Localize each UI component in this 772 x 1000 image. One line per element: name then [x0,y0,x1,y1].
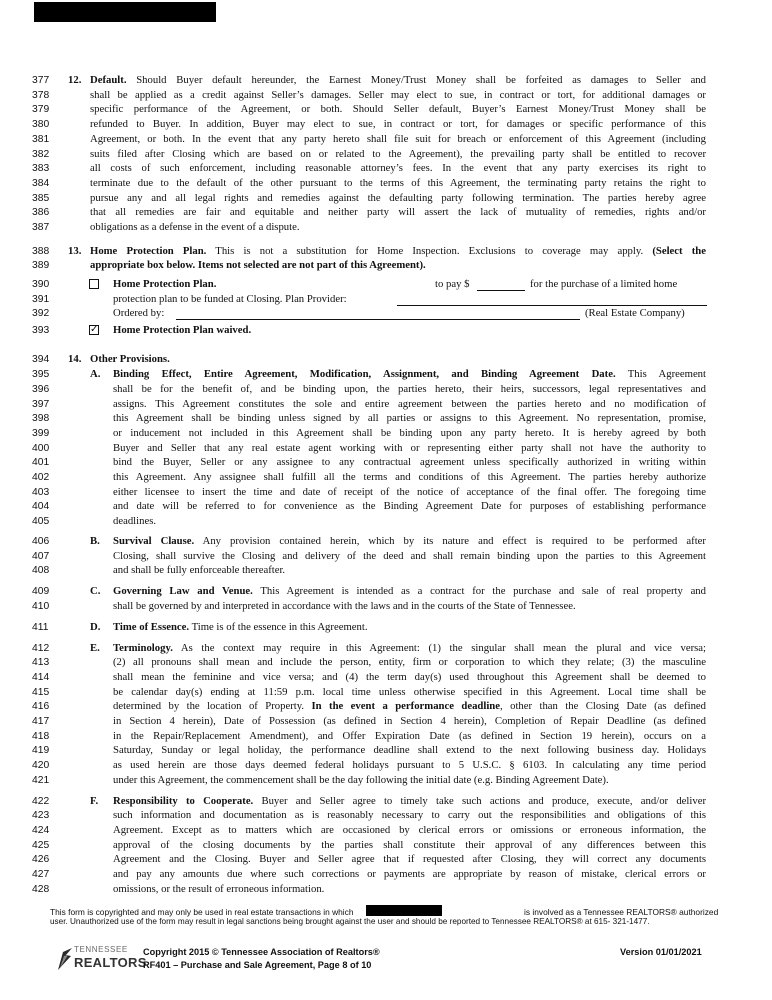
line-number: 396 [32,384,50,395]
line-409 [0,585,772,598]
line-number: 427 [32,869,50,880]
paragraph-text: Governing Law and Venue. This Agreement is intended as a contract for the purchase and sale of real property and [113,585,706,597]
subsection-letter: F. [90,795,99,807]
line-number: 386 [32,207,50,218]
line-number: 377 [32,75,50,86]
line-number: 417 [32,716,50,727]
paragraph-text: Buyer and Seller that any real estate agent working with or representing either party shall not have the authority to [113,442,706,454]
line-418 [0,730,772,743]
home-protection-plan-label: Home Protection Plan. [113,278,217,290]
paragraph-text: Default. Should Buyer default hereunder, the Earnest Money/Trust Money shall be forfeited as damages to Seller and [90,74,706,86]
line-number: 395 [32,369,50,380]
paragraph-text: and date will be referred to for convenience as the Binding Agreement Date for purposes of establishing performance [113,500,706,512]
line-417 [0,715,772,728]
line-380 [0,118,772,131]
paragraph-text: be calendar day(s) ending at 11:59 p.m. local time unless otherwise specified in this Agreement. Local time shall be [113,686,706,698]
paragraph-text: Agreement and the Closing. Buyer and Seller agree that if requested after Closing, they will correct any documents [113,853,706,865]
paragraph-text: under this Agreement, the commencement shall be the day following the initial date (e.g. Binding Agreement Date). [113,774,609,786]
real-estate-company-label: (Real Estate Company) [585,307,685,319]
paragraph-text: shall be applied as a credit against Seller’s damages. Seller may elect to sue, in contract or tort, for additional damages or [90,89,706,101]
paragraph-text: Responsibility to Cooperate. Buyer and Seller agree to timely take such actions and produce, execute, and/or deliver [113,795,706,807]
line-385 [0,192,772,205]
line-number: 407 [32,551,50,562]
line-number: 414 [32,672,50,683]
line-number: 403 [32,487,50,498]
paragraph-text: bind the Buyer, Seller or any assignee to any contractual agreement unless specifically authorized in writing within [113,456,706,468]
line-393 [0,324,772,337]
section-number: 12. [68,74,82,86]
line-number: 423 [32,810,50,821]
paragraph-text: Time of Essence. Time is of the essence in this Agreement. [113,621,368,633]
form-title: RF401 – Purchase and Sale Agreement, Page 8 of 10 [143,960,372,970]
line-number: 421 [32,775,50,786]
subsection-letter: C. [90,585,101,597]
line-number: 387 [32,222,50,233]
line-410 [0,600,772,613]
line-388 [0,245,772,258]
line-396 [0,383,772,396]
paragraph-text: this Agreement. Any assignee shall fulfill all the terms and conditions of this Agreement. The parties hereby authorize [113,471,706,483]
line-414 [0,671,772,684]
paragraph-text: (2) all pronouns shall mean and include the person, entity, firm or corporation to which they relate; (3) the masculine [113,656,706,668]
line-425 [0,839,772,852]
line-402 [0,471,772,484]
line-number: 405 [32,516,50,527]
line-number: 402 [32,472,50,483]
line-number: 426 [32,854,50,865]
line-427 [0,868,772,881]
line-number: 384 [32,178,50,189]
line-386 [0,206,772,219]
subsection-letter: A. [90,368,101,380]
line-400 [0,442,772,455]
paragraph-text: Agreement. Except as to matters which are occasioned by clerical errors or omissions or erroneous information, the [113,824,706,836]
paragraph-text: suits filed after Closing which are based on or related to the Agreement), the prevailing party shall be entitled to recover [90,148,706,160]
line-number: 399 [32,428,50,439]
purchase-text: for the purchase of a limited home [530,278,678,290]
line-411 [0,621,772,634]
line-number: 379 [32,104,50,115]
line-419 [0,744,772,757]
line-424 [0,824,772,837]
plan-waived-label: Home Protection Plan waived. [113,324,252,336]
paragraph-text: in Section 4 herein), Date of Possession (as defined in Section 4 herein), Completion of Repair Deadline (as defined [113,715,706,727]
paragraph-text: determined by the location of Property. In the event a performance deadline, other than the Closing Date (as defined [113,700,706,712]
line-number: 388 [32,246,50,257]
line-397 [0,398,772,411]
line-422 [0,795,772,808]
line-number: 394 [32,354,50,365]
line-number: 382 [32,149,50,160]
line-number: 385 [32,193,50,204]
line-number: 390 [32,279,50,290]
paragraph-text: terminate due to the default of the other pursuant to the terms of this Agreement, the terminating party retains the right to [90,177,706,189]
version-text: Version 01/01/2021 [620,947,702,957]
line-423 [0,809,772,822]
line-number: 428 [32,884,50,895]
paragraph-text: as used herein are those days deemed federal holidays pursuant to 5 U.S.C. § 6103. In calculating any time period [113,759,706,771]
line-407 [0,550,772,563]
line-number: 416 [32,701,50,712]
line-391 [0,293,772,306]
paragraph-text: specific performance of the Agreement, or both. Should Seller default, Buyer’s Earnest Money/Trust Money shall be [90,103,706,115]
line-number: 420 [32,760,50,771]
paragraph-text: that all remedies are fair and equitable and neither party will assert the lack of mutuality of remedies, rights and/or [90,206,706,218]
logo-text-bottom: REALTORS [74,955,147,970]
line-395 [0,368,772,381]
paragraph-text: this Agreement shall be binding unless signed by all parties or assigns to this Agreement. No representation, promise, [113,412,706,424]
line-401 [0,456,772,469]
paragraph-text: shall mean the feminine and vice versa; and (4) the term day(s) used throughout this Agreement shall be deemed to [113,671,706,683]
funded-text: protection plan to be funded at Closing. Plan Provider: [113,293,347,305]
plan-provider-field[interactable] [397,293,707,306]
line-399 [0,427,772,440]
line-379 [0,103,772,116]
paragraph-text: Terminology. As the context may require in this Agreement: (1) the singular shall mean the plural and vice versa; [113,642,706,654]
line-387 [0,221,772,234]
paragraph-text: or inducement not included in this Agreement shall be binding upon any party hereto. It is hereby agreed by both [113,427,706,439]
line-number: 409 [32,586,50,597]
line-398 [0,412,772,425]
realtors-arrow-icon [56,946,74,972]
line-406 [0,535,772,548]
line-number: 419 [32,745,50,756]
line-number: 408 [32,565,50,576]
line-number: 411 [32,622,49,633]
plan-waived-checkbox[interactable]: ✓ [90,324,99,335]
line-number: 392 [32,308,50,319]
line-number: 383 [32,163,50,174]
line-number: 412 [32,643,50,654]
paragraph-text: approval of the closing documents by the parties shall constitute their approval of any differences between this [113,839,706,851]
line-421 [0,774,772,787]
paragraph-text: Saturday, Sunday or legal holiday, the performance deadline shall extend to the next following business day. Holidays [113,744,706,756]
tennessee-realtors-logo [56,944,147,974]
line-416 [0,700,772,713]
line-number: 425 [32,840,50,851]
plan-amount-field[interactable] [477,278,525,291]
home-protection-plan-checkbox[interactable] [89,279,99,289]
footer-notice-line1-left: This form is copyrighted and may only be used in real estate transactions in which [50,907,354,917]
line-378 [0,89,772,102]
footer-notice-line1-right: is involved as a Tennessee REALTORS® authorized [524,907,719,917]
paragraph-text: and shall be fully enforceable thereafter. [113,564,286,576]
line-number: 389 [32,260,50,271]
paragraph-text: Closing, shall survive the Closing and delivery of the deed and shall remain binding upon the parties to this Agreement [113,550,706,562]
line-number: 398 [32,413,50,424]
line-405 [0,515,772,528]
paragraph-text: Agreement, or both. In the event that any party hereto shall file suit for breach or enforcement of this Agreement (including [90,133,706,145]
paragraph-text: pursue any and all legal rights and remedies against the defaulting party following termination. The parties hereby agree [90,192,706,204]
line-415 [0,686,772,699]
paragraph-text: appropriate box below. Items not selected are not part of this Agreement). [90,259,426,271]
line-number: 418 [32,731,50,742]
line-382 [0,148,772,161]
paragraph-text: Home Protection Plan. This is not a substitution for Home Inspection. Exclusions to coverage may apply. (Select the [90,245,706,257]
section-number: 13. [68,245,82,257]
line-383 [0,162,772,175]
paragraph-text: Binding Effect, Entire Agreement, Modification, Assignment, and Binding Agreement Date. This Agreement [113,368,706,380]
paragraph-text: assigns. This Agreement constitutes the sole and entire agreement between the parties hereto and no modification of [113,398,706,410]
section-number: 14. [68,353,82,365]
line-412 [0,642,772,655]
line-408 [0,564,772,577]
paragraph-text: Survival Clause. Any provision contained herein, which by its nature and effect is required to be performed after [113,535,706,547]
redaction-bar-header [34,2,216,22]
line-number: 391 [32,294,50,305]
line-413 [0,656,772,669]
ordered-by-field[interactable] [176,307,580,320]
line-number: 378 [32,90,50,101]
line-number: 380 [32,119,50,130]
line-number: 406 [32,536,50,547]
line-number: 393 [32,325,50,336]
line-428 [0,883,772,896]
paragraph-text: all costs of such enforcement, including reasonable attorney’s fees. In the event that any party exercises its right to [90,162,706,174]
paragraph-text: omissions, or the result of erroneous information. [113,883,325,895]
line-377 [0,74,772,87]
line-384 [0,177,772,190]
line-number: 424 [32,825,50,836]
line-number: 400 [32,443,50,454]
subsection-letter: D. [90,621,101,633]
line-426 [0,853,772,866]
line-number: 397 [32,399,50,410]
line-number: 415 [32,687,50,698]
paragraph-text: refunded to Buyer. In addition, Buyer may elect to sue, in contract or tort, for damages or specific performance of this [90,118,706,130]
line-number: 381 [32,134,50,145]
ordered-by-label: Ordered by: [113,307,165,319]
line-404 [0,500,772,513]
paragraph-text: in the Repair/Replacement Amendment), and Offer Expiration Date (as defined in Section 19 herein), occurs on a [113,730,706,742]
line-392 [0,307,772,320]
line-381 [0,133,772,146]
redaction-bar-footer [366,905,442,916]
line-390 [0,278,772,291]
copyright-text: Copyright 2015 © Tennessee Association of Realtors® [143,947,380,957]
paragraph-text: either licensee to insert the time and date of receipt of the notice of acceptance of the final offer. The foregoing time [113,486,706,498]
paragraph-text: shall be for the benefit of, and be binding upon, the parties hereto, their heirs, successors, legal representatives and [113,383,706,395]
line-number: 413 [32,657,50,668]
subsection-letter: B. [90,535,100,547]
subsection-letter: E. [90,642,100,654]
paragraph-text: deadlines. [113,515,157,527]
line-number: 401 [32,457,50,468]
line-number: 410 [32,601,50,612]
logo-text-top: TENNESSEE [74,945,128,954]
line-420 [0,759,772,772]
line-number: 404 [32,501,50,512]
footer-notice-line2: user. Unauthorized use of the form may result in legal sanctions being brought against the user and should be reported to Tennessee REALTORS® at 615- 321-1477. [50,917,650,926]
line-403 [0,486,772,499]
to-pay-label: to pay $ [435,278,470,290]
paragraph-text: such information and documentation as is reasonably necessary to carry out the responsibilities and obligations of this [113,809,706,821]
paragraph-text: Other Provisions. [90,353,170,365]
paragraph-text: shall be governed by and interpreted in accordance with the laws and in the courts of the State of Tennessee. [113,600,576,612]
line-389 [0,259,772,272]
line-number: 422 [32,796,50,807]
paragraph-text: and pay any amounts due where such corrections or payments are appropriate by reason of mistake, clerical errors or [113,868,706,880]
line-394 [0,353,772,366]
paragraph-text: obligations as a defense in the event of a dispute. [90,221,300,233]
